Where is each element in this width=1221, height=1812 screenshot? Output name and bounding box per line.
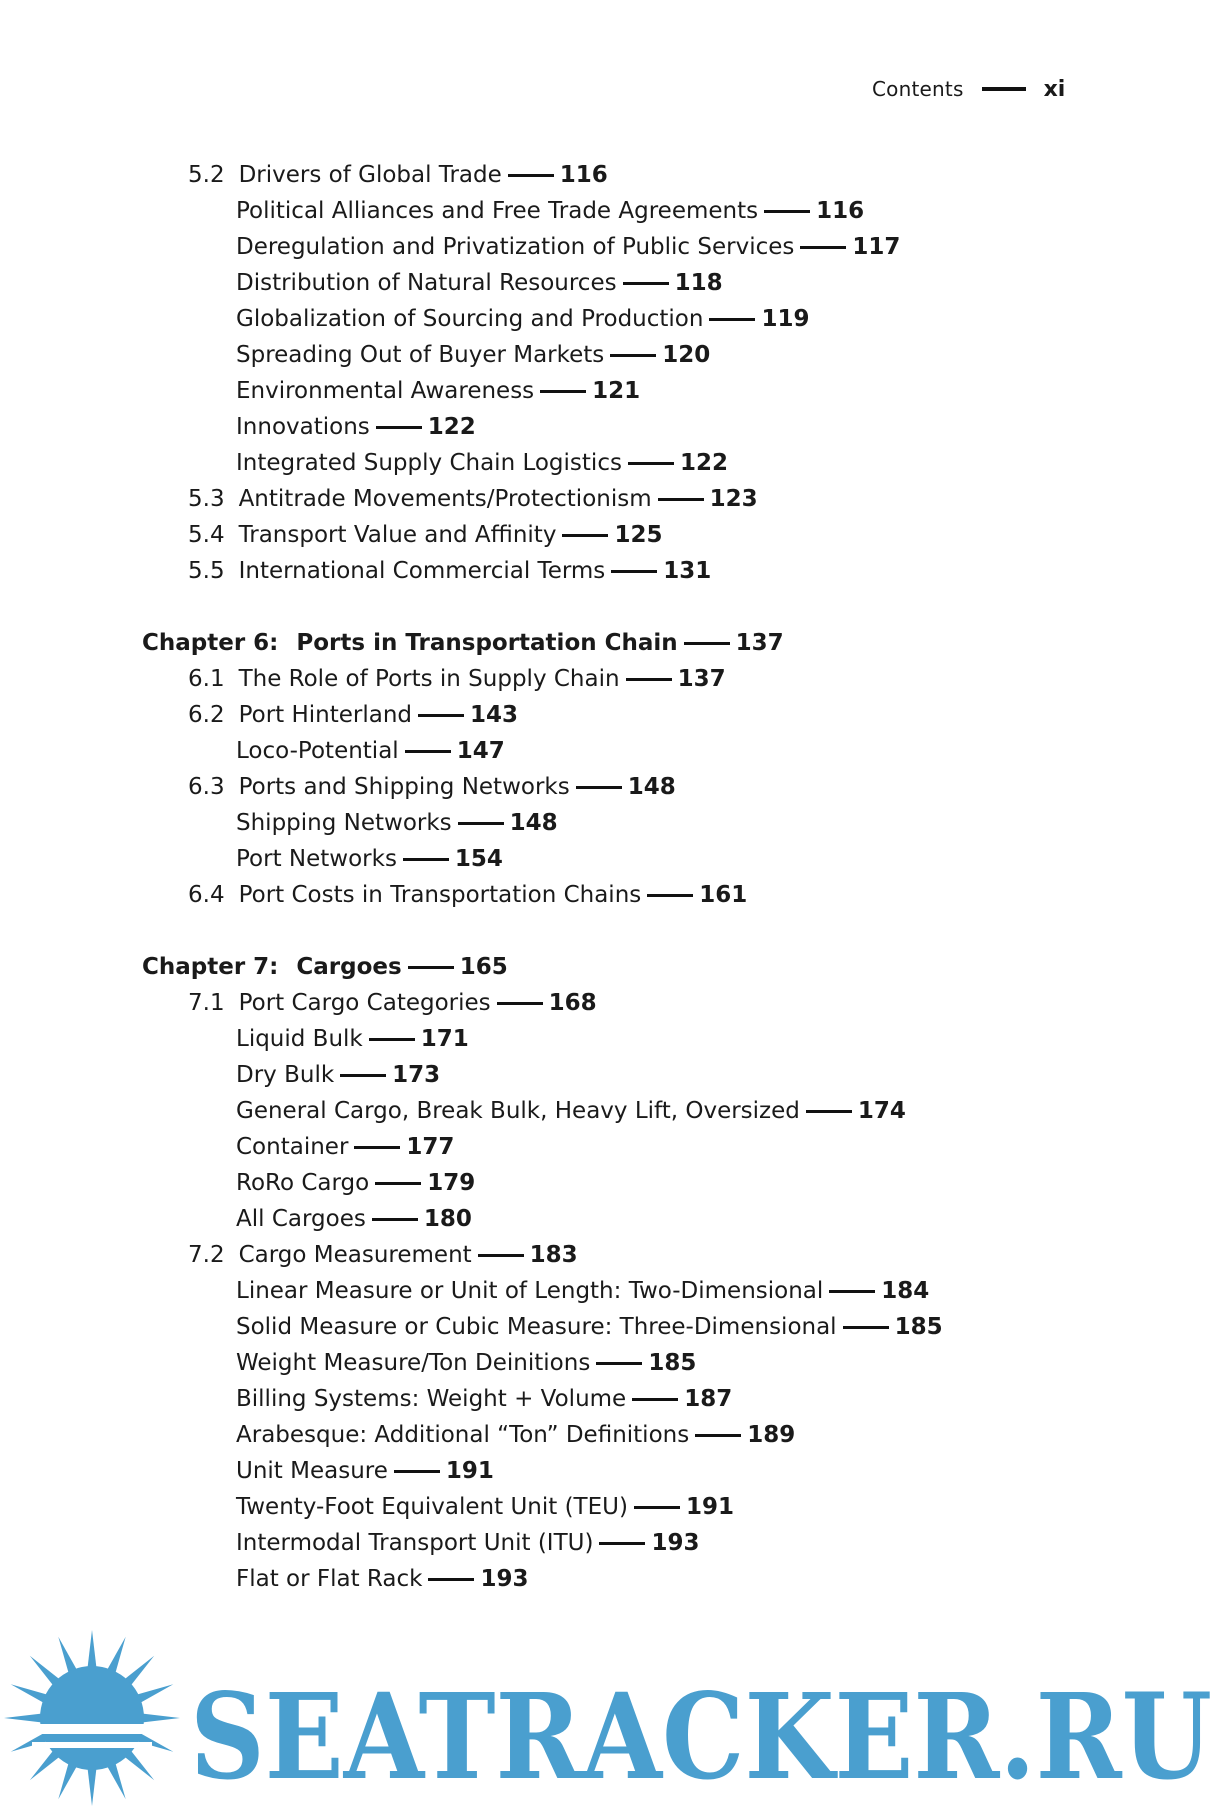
sun-ray [4,1714,42,1723]
toc-entry-page: 193 [651,1530,700,1556]
leader-dash [562,534,608,537]
section-number: 7.1 [188,990,225,1016]
toc-entry-page: 143 [470,702,519,728]
toc-entry [236,1204,472,1234]
leader-dash [806,1110,852,1113]
toc-entry-page: 121 [592,378,641,404]
toc-entry-page: 180 [423,1206,472,1232]
leader-dash [458,822,504,825]
toc-entry [236,1420,795,1450]
section-number: 6.2 [188,702,225,728]
leader-dash [611,570,657,573]
toc-entry [236,268,723,298]
leader-dash [375,1182,421,1185]
toc-entry [236,340,710,370]
section-number: 5.5 [188,558,225,584]
toc-entry-title: The Role of Ports in Supply Chain [238,666,620,692]
section-number: 6.3 [188,774,225,800]
toc-entry-title: Flat or Flat Rack [236,1566,423,1592]
toc-entry-title: Political Alliances and Free Trade Agreements [236,198,759,224]
horizon-band [32,1742,152,1748]
toc-entry-page: 119 [761,306,810,332]
leader-dash [634,1506,680,1509]
sun-ray [107,1762,126,1799]
sun-disc [40,1666,144,1770]
leader-dash [497,1002,543,1005]
toc-entry [236,232,900,262]
toc-entry-page: 137 [735,630,784,656]
toc-entry-page: 177 [406,1134,455,1160]
toc-entry-page: 123 [709,486,758,512]
toc-entry-title: Liquid Bulk [236,1026,363,1052]
toc-entry-title: Spreading Out of Buyer Markets [236,342,605,368]
toc-entry-title: Linear Measure or Unit of Length: Two-Dimensional [236,1278,824,1304]
toc-entry [236,1528,699,1558]
watermark [0,1628,1221,1812]
toc-entry-page: 148 [627,774,676,800]
leader-dash [428,1578,474,1581]
toc-entry [236,304,809,334]
toc-entry [236,376,640,406]
toc-entry-title: Container [236,1134,349,1160]
leader-dash [695,1434,741,1437]
toc-entry-title: Antitrade Movements/Protectionism [238,486,652,512]
toc-entry [188,484,758,514]
toc-entry-title: Cargo Measurement [238,1242,472,1268]
toc-entry-title: Port Hinterland [238,702,413,728]
toc-entry-page: 117 [852,234,901,260]
toc-entry-title: Innovations [236,414,370,440]
toc-entry [236,1132,454,1162]
toc-entry-page: 147 [456,738,505,764]
toc-entry-page: 137 [677,666,726,692]
toc-entry [236,1492,734,1522]
toc-entry [236,1168,475,1198]
toc-entry-title: Integrated Supply Chain Logistics [236,450,622,476]
toc-entry [142,628,784,658]
section-number: 6.4 [188,882,225,908]
leader-dash [596,1362,642,1365]
toc-entry-page: 148 [509,810,558,836]
toc-entry-title: Twenty-Foot Equivalent Unit (TEU) [236,1494,628,1520]
toc-entry [236,1456,494,1486]
toc-entry-page: 116 [816,198,865,224]
leader-dash [829,1290,875,1293]
page-number: xi [1043,76,1066,102]
section-number: 5.3 [188,486,225,512]
toc-entry-title: Transport Value and Affinity [238,522,557,548]
toc-entry [236,1384,732,1414]
leader-dash [403,858,449,861]
toc-entry-page: 185 [648,1350,697,1376]
leader-dash [418,714,464,717]
leader-dash [508,174,554,177]
toc-entry-page: 184 [881,1278,930,1304]
leader-dash [405,750,451,753]
toc-entry-page: 165 [459,954,508,980]
sun-ray [58,1762,77,1799]
toc-entry-page: 122 [679,450,728,476]
toc-entry [142,952,508,982]
leader-dash [369,1038,415,1041]
toc-entry [236,1564,528,1594]
sun-ray [58,1637,77,1674]
running-head-dash [982,87,1026,91]
running-head [872,74,1065,104]
toc-entry [236,196,864,226]
toc-entry [188,988,597,1018]
toc-entry [236,808,558,838]
leader-dash [610,354,656,357]
toc-entry [188,880,747,910]
sun-ray [11,1684,48,1703]
toc-entry-title: International Commercial Terms [238,558,606,584]
toc-entry-page: 171 [420,1026,469,1052]
toc-entry [188,700,518,730]
toc-entry-title: Port Costs in Transportation Chains [238,882,642,908]
leader-dash [647,894,693,897]
watermark-text: SEATRACKER.RU [190,1667,1212,1806]
toc-entry [236,448,728,478]
toc-entry-title: Unit Measure [236,1458,388,1484]
toc-entry-title: Arabesque: Additional “Ton” Definitions [236,1422,690,1448]
toc-entry-title: Billing Systems: Weight + Volume [236,1386,627,1412]
leader-dash [408,966,454,969]
leader-dash [764,210,810,213]
toc-entry-page: 191 [685,1494,734,1520]
toc-entry-page: 131 [663,558,712,584]
toc-entry [236,1348,696,1378]
leader-dash [632,1398,678,1401]
toc-entry [236,1060,440,1090]
sunburst-logo-icon [4,1630,180,1806]
leader-dash [623,282,669,285]
horizon-band [32,1724,152,1734]
toc-entry-page: 185 [894,1314,943,1340]
sun-ray [136,1684,173,1703]
sun-ray [88,1768,97,1806]
toc-entry-page: 187 [684,1386,733,1412]
toc-entry-title: Environmental Awareness [236,378,535,404]
chapter-number: Chapter 6: [142,630,279,656]
toc-entry [236,1096,906,1126]
toc-entry-page: 174 [857,1098,906,1124]
leader-dash [684,642,730,645]
leader-dash [478,1254,524,1257]
toc-entry-title: Intermodal Transport Unit (ITU) [236,1530,594,1556]
leader-dash [626,678,672,681]
toc-entry [188,520,662,550]
toc-entry [236,736,505,766]
toc-entry-page: 168 [548,990,597,1016]
leader-dash [354,1146,400,1149]
toc-entry-page: 118 [674,270,723,296]
toc-entry-page: 191 [445,1458,494,1484]
toc-entry-page: 183 [529,1242,578,1268]
toc-entry-page: 125 [614,522,663,548]
toc-entry [188,664,726,694]
leader-dash [800,246,846,249]
toc-entry-page: 161 [699,882,748,908]
section-number: 5.2 [188,162,225,188]
toc-entry-title: Ports and Shipping Networks [238,774,570,800]
running-head-label: Contents [872,77,964,101]
toc-entry-title: Shipping Networks [236,810,452,836]
toc-entry-page: 189 [747,1422,796,1448]
toc-entry [188,772,676,802]
toc-entry-title: Cargoes [296,954,402,980]
leader-dash [340,1074,386,1077]
toc-entry [236,1276,929,1306]
toc-entry-title: Weight Measure/Ton Deinitions [236,1350,591,1376]
toc-entry [236,412,476,442]
toc-entry-title: Ports in Transportation Chain [296,630,678,656]
leader-dash [376,426,422,429]
toc-entry-page: 173 [392,1062,441,1088]
toc-entry-title: RoRo Cargo [236,1170,370,1196]
section-number: 5.4 [188,522,225,548]
toc-entry-title: All Cargoes [236,1206,366,1232]
leader-dash [709,318,755,321]
leader-dash [540,390,586,393]
chapter-number: Chapter 7: [142,954,279,980]
toc-entry-title: Port Networks [236,846,397,872]
leader-dash [628,462,674,465]
toc-entry [236,844,503,874]
leader-dash [394,1470,440,1473]
leader-dash [599,1542,645,1545]
toc-entry [188,1240,578,1270]
toc-entry-title: Distribution of Natural Resources [236,270,617,296]
toc-entry [188,556,711,586]
leader-dash [372,1218,418,1221]
toc-entry-title: General Cargo, Break Bulk, Heavy Lift, Oversized [236,1098,800,1124]
section-number: 7.2 [188,1242,225,1268]
toc-entry-page: 120 [662,342,711,368]
toc-entry-title: Drivers of Global Trade [238,162,502,188]
toc-entry-title: Loco-Potential [236,738,399,764]
toc-entry-title: Globalization of Sourcing and Production [236,306,704,332]
toc-entry-title: Solid Measure or Cubic Measure: Three-Dimensional [236,1314,837,1340]
toc-entry-title: Deregulation and Privatization of Public Services [236,234,795,260]
toc-entry-title: Port Cargo Categories [238,990,491,1016]
leader-dash [658,498,704,501]
toc-entry-page: 122 [427,414,476,440]
leader-dash [843,1326,889,1329]
sun-ray [142,1714,180,1723]
toc-entry [188,160,608,190]
toc-entry-page: 179 [427,1170,476,1196]
toc-entry-page: 193 [480,1566,529,1592]
toc-entry-title: Dry Bulk [236,1062,335,1088]
toc-entry-page: 154 [454,846,503,872]
toc-entry-page: 116 [559,162,608,188]
sun-ray [88,1630,97,1668]
sun-ray [107,1637,126,1674]
toc-entry [236,1312,943,1342]
leader-dash [576,786,622,789]
toc-entry [236,1024,469,1054]
section-number: 6.1 [188,666,225,692]
